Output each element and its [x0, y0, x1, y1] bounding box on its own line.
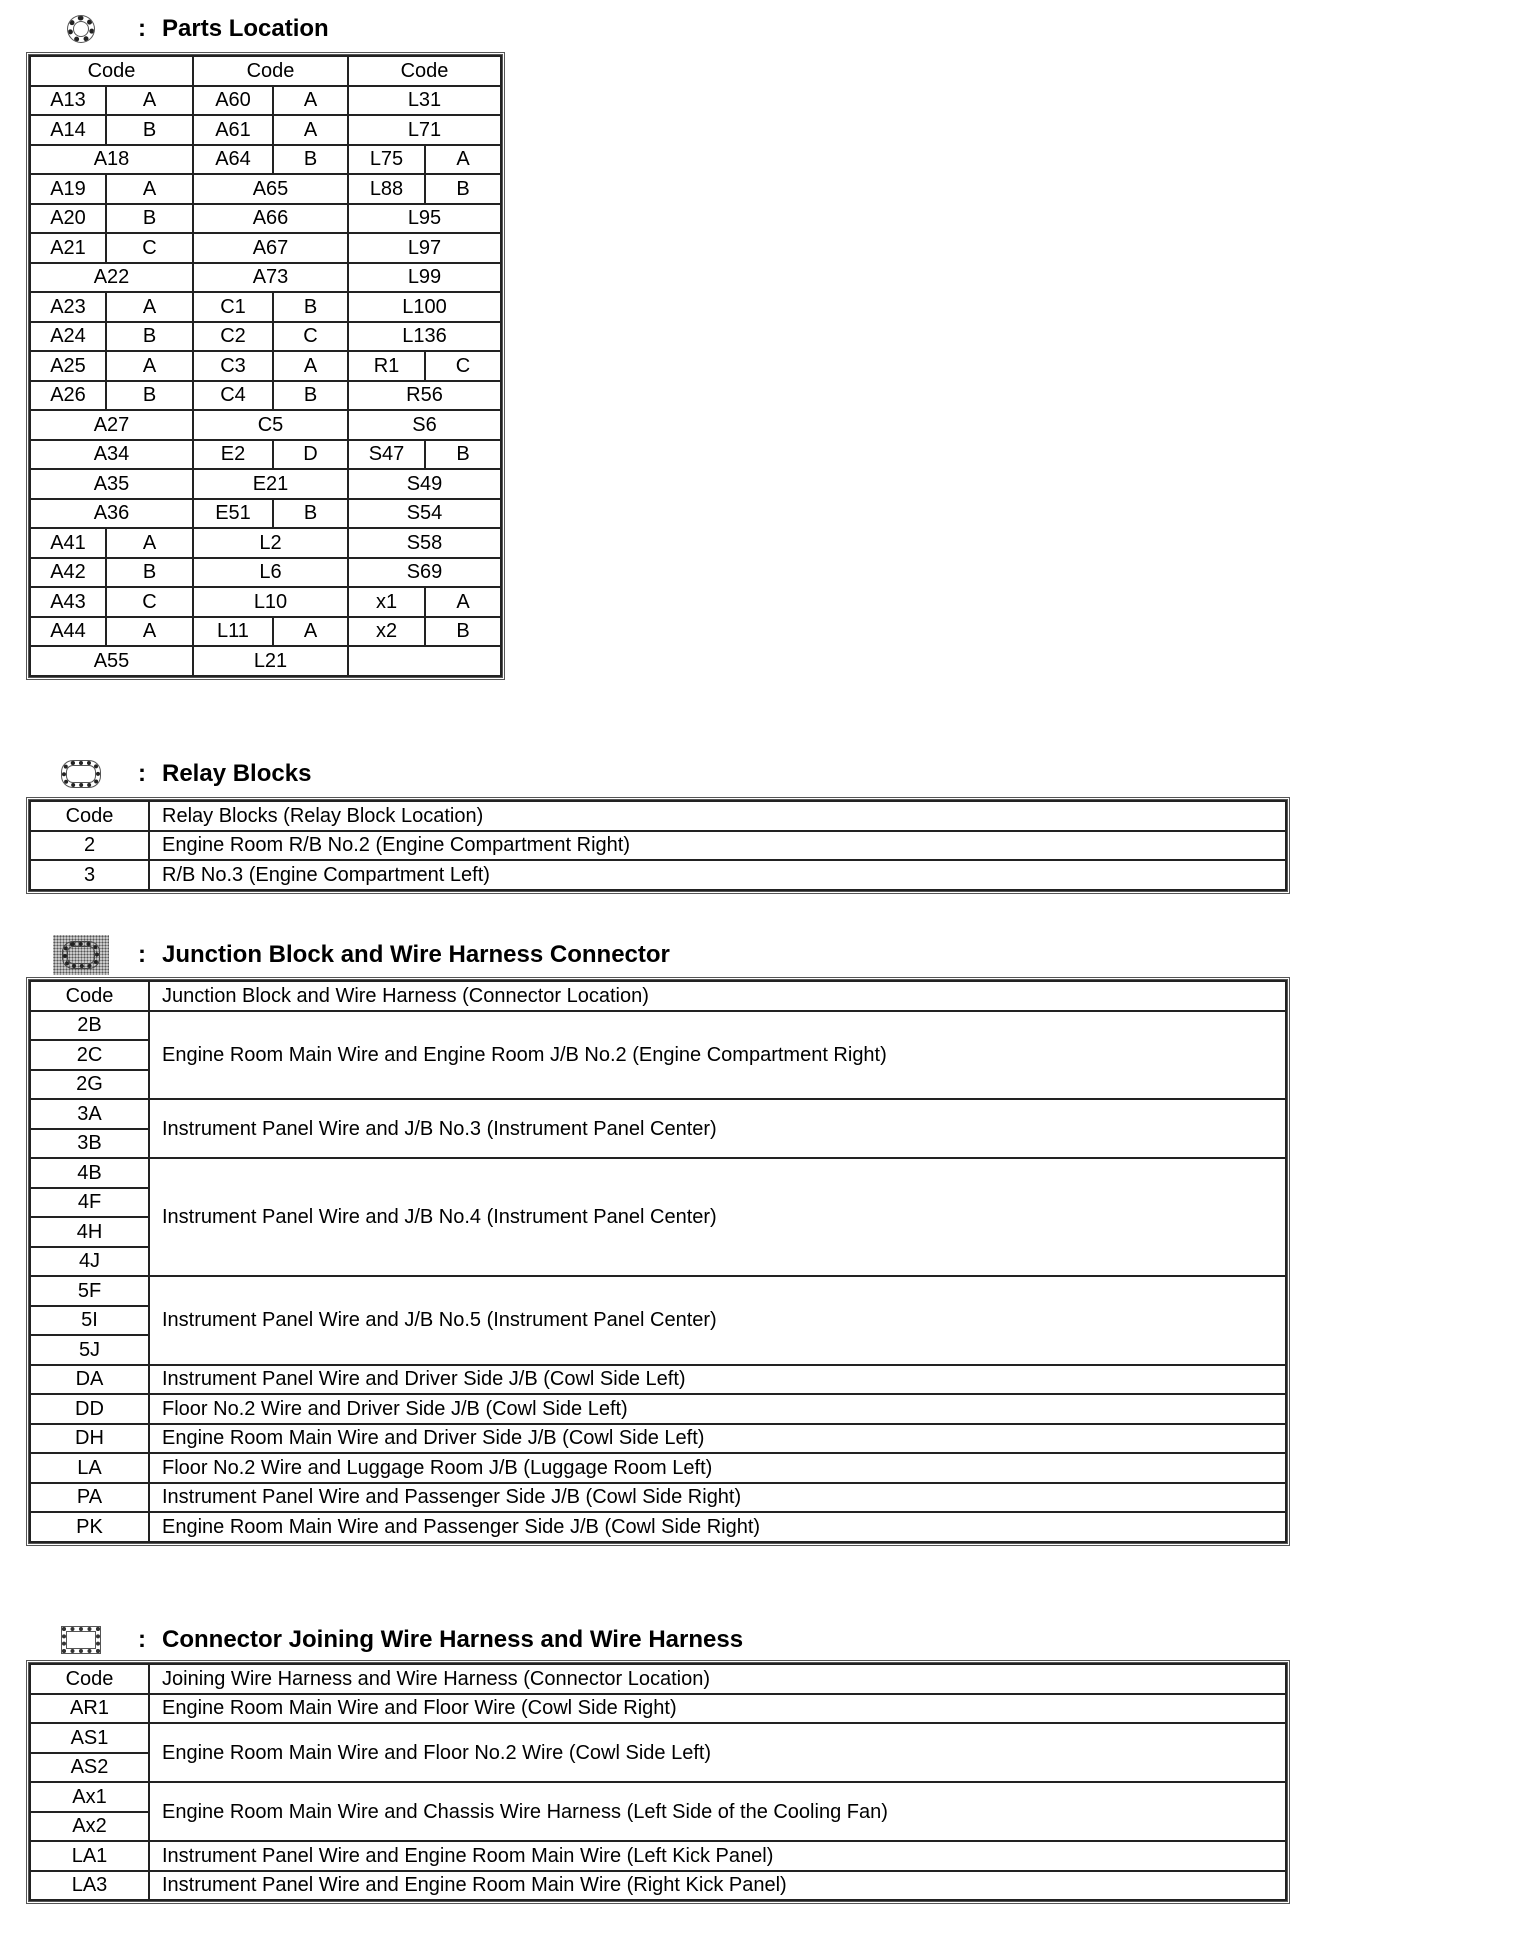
location-letter-cell: B [106, 558, 193, 588]
location-letter-cell: A [273, 617, 348, 647]
part-code-cell: C2 [193, 322, 273, 352]
part-code-cell: L95 [348, 204, 501, 234]
code-cell: 4H [30, 1217, 149, 1247]
description-cell: Engine Room Main Wire and Engine Room J/B No.2 (Engine Compartment Right) [149, 1011, 1286, 1100]
location-letter-cell: B [106, 204, 193, 234]
location-letter-cell: C [106, 233, 193, 263]
part-code-cell: A18 [30, 145, 193, 175]
code-cell: 5J [30, 1335, 149, 1365]
location-letter-cell: B [273, 381, 348, 411]
part-code-cell: E2 [193, 440, 273, 470]
part-code-cell: S58 [348, 528, 501, 558]
part-code-cell: A67 [193, 233, 348, 263]
location-letter-cell: B [106, 381, 193, 411]
part-code-cell: L21 [193, 646, 348, 676]
part-code-cell: L75 [348, 145, 425, 175]
column-header: Code [193, 56, 348, 86]
part-code-cell: A26 [30, 381, 106, 411]
table-row [30, 558, 501, 588]
parts-location-table [29, 55, 502, 677]
code-cell: 3A [30, 1099, 149, 1129]
description-cell: Instrument Panel Wire and J/B No.5 (Instrument Panel Center) [149, 1276, 1286, 1365]
description-cell: Instrument Panel Wire and J/B No.4 (Instrument Panel Center) [149, 1158, 1286, 1276]
part-code-cell: L136 [348, 322, 501, 352]
part-code-cell: A61 [193, 115, 273, 145]
description-column-header: Relay Blocks (Relay Block Location) [149, 801, 1286, 831]
part-code-cell: E51 [193, 499, 273, 529]
description-column-header: Junction Block and Wire Harness (Connector Location) [149, 981, 1286, 1011]
part-code-cell: L10 [193, 587, 348, 617]
code-cell: PK [30, 1512, 149, 1542]
table-row [30, 381, 501, 411]
table-row [30, 1782, 1286, 1812]
part-code-cell: S6 [348, 410, 501, 440]
part-code-cell: A19 [30, 174, 106, 204]
part-code-cell: L71 [348, 115, 501, 145]
part-code-cell: A22 [30, 263, 193, 293]
table-row [30, 617, 501, 647]
part-code-cell: C4 [193, 381, 273, 411]
code-cell: LA [30, 1453, 149, 1483]
location-letter-cell: B [425, 440, 501, 470]
code-cell: 2 [30, 831, 149, 861]
code-cell: AS1 [30, 1723, 149, 1753]
part-code-cell: A21 [30, 233, 106, 263]
part-code-cell: S54 [348, 499, 501, 529]
part-code-cell: A65 [193, 174, 348, 204]
table-row [30, 204, 501, 234]
description-cell: Engine Room R/B No.2 (Engine Compartment Right) [149, 831, 1286, 861]
table-row [30, 469, 501, 499]
description-cell: Engine Room Main Wire and Driver Side J/B (Cowl Side Left) [149, 1424, 1286, 1454]
part-code-cell: L100 [348, 292, 501, 322]
code-cell: 5I [30, 1306, 149, 1336]
part-code-cell: L6 [193, 558, 348, 588]
relay-blocks-heading [48, 754, 311, 794]
part-code-cell: A27 [30, 410, 193, 440]
location-letter-cell: C [106, 587, 193, 617]
code-cell: AS2 [30, 1753, 149, 1783]
location-letter-cell: A [273, 351, 348, 381]
part-code-cell: A14 [30, 115, 106, 145]
part-code-cell: C3 [193, 351, 273, 381]
section-title: Relay Blocks [162, 760, 312, 787]
table-row [30, 1512, 1286, 1542]
table-row [30, 1099, 1286, 1129]
code-cell: PA [30, 1483, 149, 1513]
section-title: Junction Block and Wire Harness Connector [162, 941, 670, 968]
table-header-row [30, 56, 501, 86]
shaded-oval-icon [53, 935, 109, 975]
location-letter-cell: A [106, 174, 193, 204]
location-letter-cell: A [106, 86, 193, 116]
part-code-cell: C1 [193, 292, 273, 322]
code-cell: 2C [30, 1040, 149, 1070]
table-row [30, 115, 501, 145]
table-row [30, 1841, 1286, 1871]
location-letter-cell: D [273, 440, 348, 470]
code-cell: 4F [30, 1188, 149, 1218]
connector-joining-table [29, 1663, 1287, 1901]
part-code-cell: L99 [348, 263, 501, 293]
code-cell: 3 [30, 860, 149, 890]
part-code-cell: A41 [30, 528, 106, 558]
part-code-cell: A55 [30, 646, 193, 676]
part-code-cell: S69 [348, 558, 501, 588]
part-code-cell: x2 [348, 617, 425, 647]
part-code-cell: A13 [30, 86, 106, 116]
location-letter-cell: B [273, 499, 348, 529]
location-letter-cell: A [273, 86, 348, 116]
table-row [30, 351, 501, 381]
code-column-header: Code [30, 801, 149, 831]
part-code-cell: x1 [348, 587, 425, 617]
part-code-cell: A60 [193, 86, 273, 116]
code-cell: 5F [30, 1276, 149, 1306]
part-code-cell: R1 [348, 351, 425, 381]
table-row [30, 646, 501, 676]
location-letter-cell: B [106, 115, 193, 145]
part-code-cell: A43 [30, 587, 106, 617]
part-code-cell: A73 [193, 263, 348, 293]
table-row [30, 1365, 1286, 1395]
table-row [30, 233, 501, 263]
table-row [30, 1453, 1286, 1483]
code-cell: 4J [30, 1247, 149, 1277]
part-code-cell: A64 [193, 145, 273, 175]
table-row [30, 263, 501, 293]
part-code-cell: A42 [30, 558, 106, 588]
table-row [30, 831, 1286, 861]
description-cell: Engine Room Main Wire and Floor No.2 Wire (Cowl Side Left) [149, 1723, 1286, 1782]
table-row [30, 1424, 1286, 1454]
table-row [30, 145, 501, 175]
table-header-row [30, 981, 1286, 1011]
table-row [30, 292, 501, 322]
code-cell: 4B [30, 1158, 149, 1188]
table-row [30, 1276, 1286, 1306]
description-cell: Instrument Panel Wire and Engine Room Main Wire (Left Kick Panel) [149, 1841, 1286, 1871]
code-cell: Ax1 [30, 1782, 149, 1812]
part-code-cell: A24 [30, 322, 106, 352]
location-letter-cell: A [106, 292, 193, 322]
part-code-cell: S47 [348, 440, 425, 470]
table-row [30, 587, 501, 617]
location-letter-cell: B [273, 145, 348, 175]
location-letter-cell: A [425, 145, 501, 175]
table-row [30, 86, 501, 116]
location-letter-cell: B [425, 174, 501, 204]
part-code-cell: A23 [30, 292, 106, 322]
location-letter-cell: C [273, 322, 348, 352]
part-code-cell: A35 [30, 469, 193, 499]
table-row [30, 322, 501, 352]
table-header-row [30, 801, 1286, 831]
location-letter-cell: B [425, 617, 501, 647]
table-header-row [30, 1664, 1286, 1694]
location-letter-cell: A [106, 351, 193, 381]
heading-colon: : [138, 15, 146, 42]
heading-colon: : [138, 760, 146, 787]
part-code-cell: A34 [30, 440, 193, 470]
oval-outline-icon [62, 761, 100, 787]
part-code-cell: L2 [193, 528, 348, 558]
part-code-cell [348, 646, 501, 676]
location-letter-cell: A [425, 587, 501, 617]
code-cell: DD [30, 1394, 149, 1424]
part-code-cell: R56 [348, 381, 501, 411]
heading-colon: : [138, 941, 146, 968]
table-row [30, 1723, 1286, 1753]
description-column-header: Joining Wire Harness and Wire Harness (Connector Location) [149, 1664, 1286, 1694]
description-cell: Engine Room Main Wire and Chassis Wire Harness (Left Side of the Cooling Fan) [149, 1782, 1286, 1841]
table-row [30, 1871, 1286, 1901]
part-code-cell: A66 [193, 204, 348, 234]
location-letter-cell: A [106, 528, 193, 558]
code-column-header: Code [30, 981, 149, 1011]
location-letter-cell: B [273, 292, 348, 322]
code-cell: 2G [30, 1070, 149, 1100]
connector-joining-heading [48, 1620, 743, 1660]
heading-colon: : [138, 1626, 146, 1653]
table-row [30, 528, 501, 558]
section-title: Connector Joining Wire Harness and Wire Harness [162, 1626, 744, 1653]
section-title: Parts Location [162, 15, 329, 42]
column-header: Code [30, 56, 193, 86]
description-cell: Instrument Panel Wire and J/B No.3 (Instrument Panel Center) [149, 1099, 1286, 1158]
table-row [30, 174, 501, 204]
table-row [30, 1394, 1286, 1424]
table-row [30, 440, 501, 470]
part-code-cell: A44 [30, 617, 106, 647]
table-row [30, 410, 501, 440]
description-cell: Engine Room Main Wire and Floor Wire (Cowl Side Right) [149, 1694, 1286, 1724]
part-code-cell: S49 [348, 469, 501, 499]
parts-location-heading [48, 9, 329, 49]
table-row [30, 860, 1286, 890]
part-code-cell: L31 [348, 86, 501, 116]
description-cell: Instrument Panel Wire and Driver Side J/B (Cowl Side Left) [149, 1365, 1286, 1395]
part-code-cell: C5 [193, 410, 348, 440]
location-letter-cell: A [106, 617, 193, 647]
table-row [30, 1483, 1286, 1513]
description-cell: Instrument Panel Wire and Passenger Side J/B (Cowl Side Right) [149, 1483, 1286, 1513]
code-cell: Ax2 [30, 1812, 149, 1842]
part-code-cell: A20 [30, 204, 106, 234]
code-column-header: Code [30, 1664, 149, 1694]
code-cell: LA3 [30, 1871, 149, 1901]
description-cell: Floor No.2 Wire and Luggage Room J/B (Luggage Room Left) [149, 1453, 1286, 1483]
part-code-cell: A36 [30, 499, 193, 529]
column-header: Code [348, 56, 501, 86]
code-cell: AR1 [30, 1694, 149, 1724]
part-code-cell: L11 [193, 617, 273, 647]
code-cell: LA1 [30, 1841, 149, 1871]
description-cell: Engine Room Main Wire and Passenger Side J/B (Cowl Side Right) [149, 1512, 1286, 1542]
part-code-cell: L97 [348, 233, 501, 263]
part-code-cell: E21 [193, 469, 348, 499]
junction-block-table [29, 980, 1287, 1543]
location-letter-cell: B [106, 322, 193, 352]
description-cell: Instrument Panel Wire and Engine Room Main Wire (Right Kick Panel) [149, 1871, 1286, 1901]
table-row [30, 1158, 1286, 1188]
table-row [30, 1694, 1286, 1724]
table-row [30, 1011, 1286, 1041]
code-cell: DH [30, 1424, 149, 1454]
description-cell: Floor No.2 Wire and Driver Side J/B (Cowl Side Left) [149, 1394, 1286, 1424]
code-cell: 3B [30, 1129, 149, 1159]
junction-block-heading [48, 935, 670, 975]
rectangle-outline-icon [62, 1627, 100, 1653]
table-row [30, 499, 501, 529]
circle-outline-icon [68, 16, 94, 42]
location-letter-cell: A [273, 115, 348, 145]
part-code-cell: L88 [348, 174, 425, 204]
description-cell: R/B No.3 (Engine Compartment Left) [149, 860, 1286, 890]
part-code-cell: A25 [30, 351, 106, 381]
code-cell: 2B [30, 1011, 149, 1041]
location-letter-cell: C [425, 351, 501, 381]
relay-blocks-table [29, 800, 1287, 891]
code-cell: DA [30, 1365, 149, 1395]
